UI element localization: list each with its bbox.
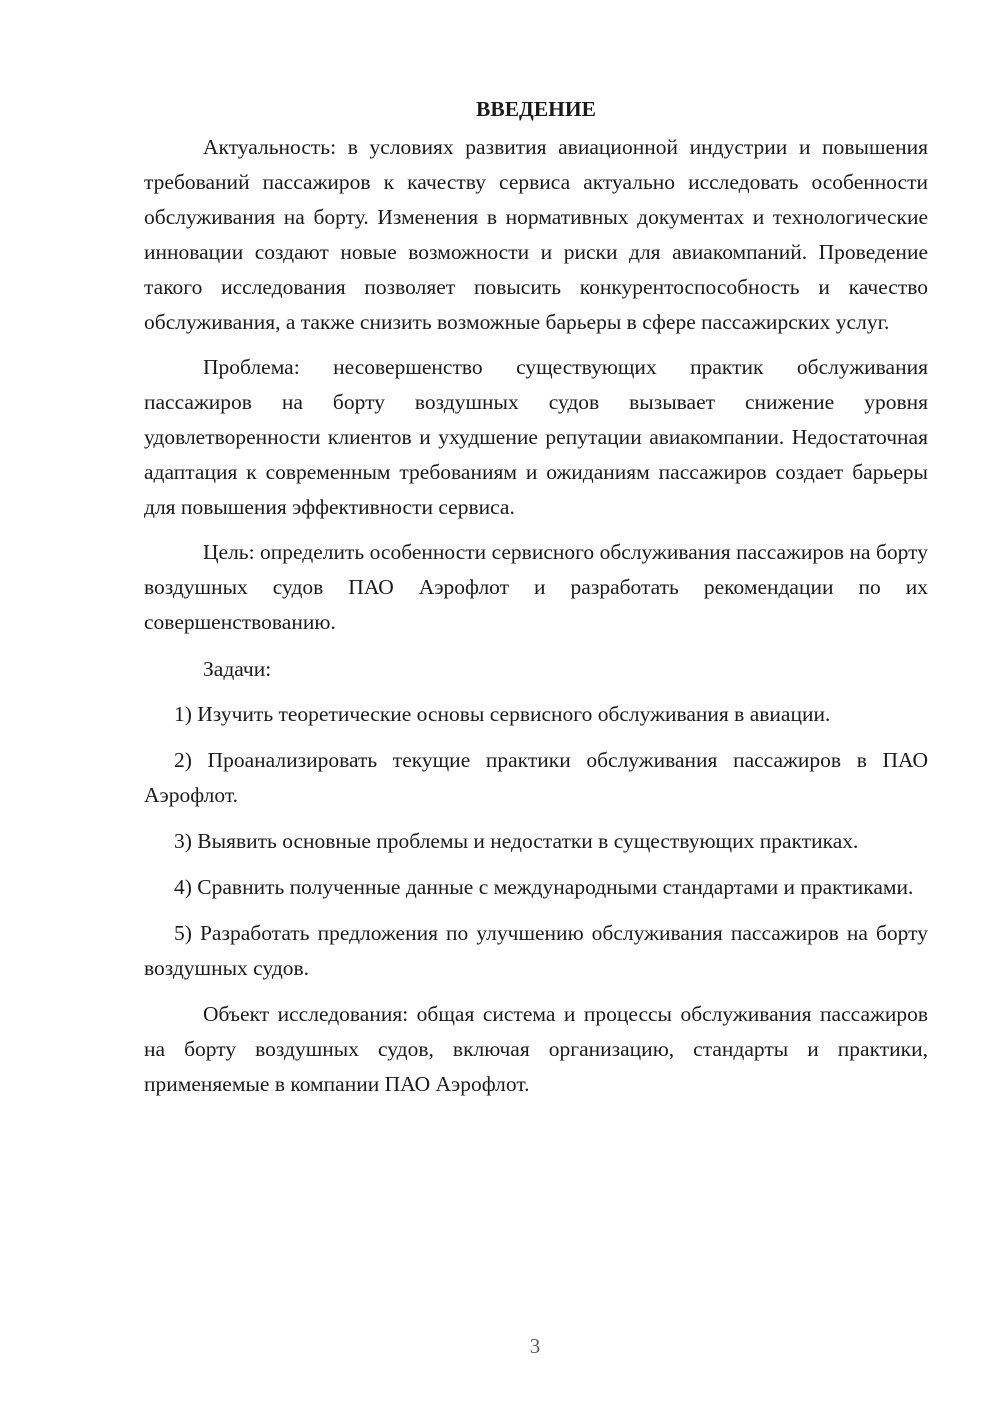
task-item-4: 4) Сравнить полученные данные с международными стандартами и практиками. <box>174 875 914 899</box>
problem-paragraph: Проблема: несовершенство существующих практик обслуживания пассажиров на борту воздушных судов вызывает снижение уровня удовлетворенности клиентов и ухудшение репутации авиакомпании. Недостаточная адаптация к современным требованиям и ожиданиям пассажиров создает барьеры для повышения эффективности сервиса. <box>144 355 928 519</box>
tasks-list <box>144 697 928 986</box>
page-number: 3 <box>529 1334 541 1358</box>
task-item-1: 1) Изучить теоретические основы сервисного обслуживания в авиации. <box>174 702 831 726</box>
goal-paragraph: Цель: определить особенности сервисного обслуживания пассажиров на борту воздушных судов ПАО Аэрофлот и разработать рекомендации по их совершенствованию. <box>144 540 928 634</box>
tasks-label: Задачи: <box>203 657 272 681</box>
document-page <box>144 92 928 1102</box>
task-item-3: 3) Выявить основные проблемы и недостатки в существующих практиках. <box>174 829 859 853</box>
task-item-2: 2) Проанализировать текущие практики обслуживания пассажиров в ПАО Аэрофлот. <box>144 748 928 807</box>
section-heading: ВВЕДЕНИЕ <box>476 97 596 121</box>
task-item-5: 5) Разработать предложения по улучшению обслуживания пассажиров на борту воздушных судов. <box>144 921 928 980</box>
relevance-paragraph: Актуальность: в условиях развития авиационной индустрии и повышения требований пассажиров к качеству сервиса актуально исследовать особенности обслуживания на борту. Изменения в нормативных документах и технологические инновации создают новые возможности и риски для авиакомпаний. Проведение такого исследования позволяет повысить конкурентоспособность и качество обслуживания, а также снизить возможные барьеры в сфере пассажирских услуг. <box>144 135 928 334</box>
object-paragraph: Объект исследования: общая система и процессы обслуживания пассажиров на борту воздушных судов, включая организацию, стандарты и практики, применяемые в компании ПАО Аэрофлот. <box>144 1002 928 1096</box>
